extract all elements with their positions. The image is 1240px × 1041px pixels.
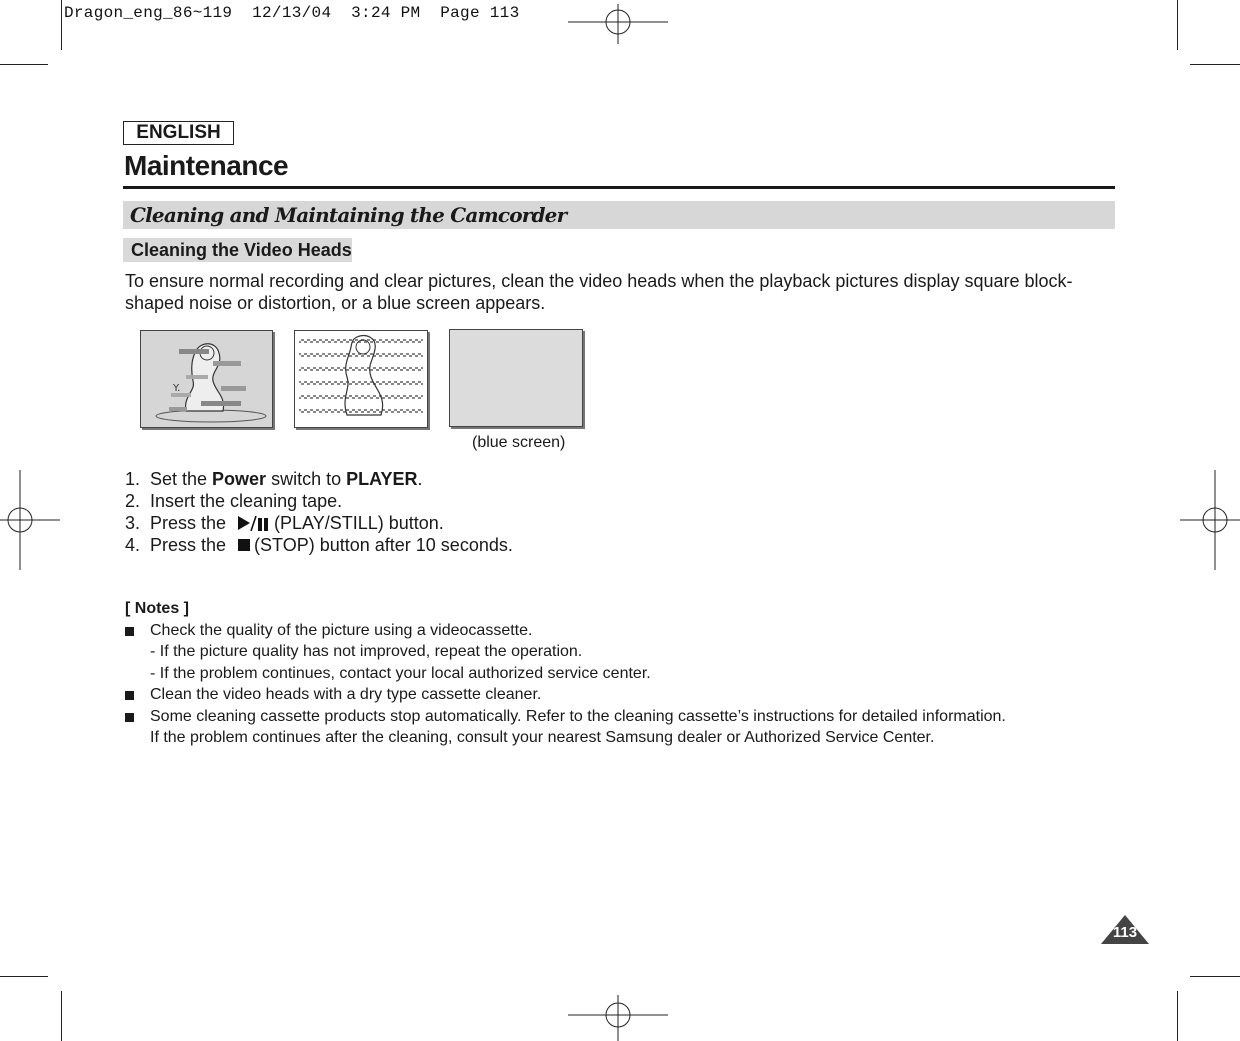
crop-mark	[1177, 0, 1178, 50]
note-text: Clean the video heads with a dry type cassette cleaner.	[150, 686, 542, 703]
note-subitem	[125, 663, 1125, 685]
step-text-part: (STOP) button after 10 seconds.	[254, 535, 513, 555]
step-number: 4.	[125, 535, 141, 555]
notes-section	[125, 598, 1125, 749]
blue-screen-panel	[449, 329, 583, 427]
note-subtext: - If the picture quality has not improved, repeat the operation.	[150, 643, 583, 660]
step-text-part: Press the	[150, 535, 232, 555]
step-number: 1.	[125, 469, 141, 489]
step-number: 2.	[125, 491, 141, 511]
block-noise-screen	[140, 330, 273, 428]
play-pause-icon	[237, 514, 271, 536]
square-bullet-icon	[125, 713, 134, 722]
svg-text:Y.: Y.	[173, 383, 181, 394]
crop-mark	[1177, 991, 1178, 1041]
note-text: Check the quality of the picture using a videocassette.	[150, 621, 533, 639]
step-text-part: Press the	[150, 513, 232, 533]
page-title: Maintenance	[124, 150, 289, 181]
note-text: Some cleaning cassette products stop automatically. Refer to the cleaning cassette’s instructions for detailed information.	[150, 707, 1006, 725]
block-noise-illustration	[141, 331, 272, 427]
note-item	[125, 706, 1125, 728]
notes-heading: [ Notes ]	[125, 600, 189, 617]
step-text-part: .	[417, 469, 423, 489]
crop-mark	[61, 0, 62, 50]
step-text-part: Set the	[150, 469, 213, 489]
registration-mark-top	[568, 4, 668, 44]
section-title: Cleaning and Maintaining the Camcorder	[130, 203, 567, 227]
registration-mark-right	[1180, 470, 1240, 570]
step-text	[150, 512, 444, 536]
subsection-band	[123, 238, 352, 262]
crop-mark	[61, 991, 62, 1041]
section-band	[123, 201, 1115, 229]
square-bullet-icon	[125, 691, 134, 700]
note-continuation	[125, 727, 1125, 749]
notes-heading-row	[125, 598, 1125, 620]
note-subitem	[125, 641, 1125, 663]
subsection-title: Cleaning the Video Heads	[131, 240, 352, 260]
registration-mark-left	[0, 470, 60, 570]
note-subtext: - If the problem continues, contact your local authorized service center.	[150, 664, 651, 682]
step-number: 3.	[125, 513, 141, 533]
distortion-screen	[294, 330, 428, 428]
intro-paragraph: To ensure normal recording and clear pictures, clean the video heads when the playback pictures display square block-shaped noise or distortion, or a blue screen appears.	[125, 271, 1073, 313]
crop-mark	[1190, 976, 1240, 977]
print-slug-line: Dragon_eng_86~119 12/13/04 3:24 PM Page 113	[64, 4, 520, 22]
page-number: 113	[1112, 924, 1138, 941]
crop-mark	[1190, 64, 1240, 65]
step-text	[150, 534, 513, 557]
power-label: Power	[212, 469, 267, 489]
step-text	[150, 468, 422, 490]
blue-screen-caption: (blue screen)	[472, 434, 566, 451]
note-text: If the problem continues after the cleaning, consult your nearest Samsung dealer or Authorized Service Center.	[150, 729, 935, 746]
title-rule	[123, 186, 1115, 189]
note-item	[125, 620, 1125, 642]
page-number-badge	[1100, 913, 1150, 945]
crop-mark	[0, 976, 48, 977]
step-text-part: (PLAY/STILL) button.	[274, 513, 444, 533]
square-bullet-icon	[125, 627, 134, 636]
stop-icon	[237, 535, 251, 557]
crop-mark	[0, 64, 48, 65]
step-text: Insert the cleaning tape.	[150, 491, 343, 511]
distortion-illustration	[295, 331, 427, 427]
player-label: PLAYER	[346, 469, 418, 489]
step-text-part: switch to	[266, 469, 347, 489]
language-tab: ENGLISH	[123, 121, 234, 145]
registration-mark-bottom	[568, 995, 668, 1041]
note-item	[125, 684, 1125, 706]
